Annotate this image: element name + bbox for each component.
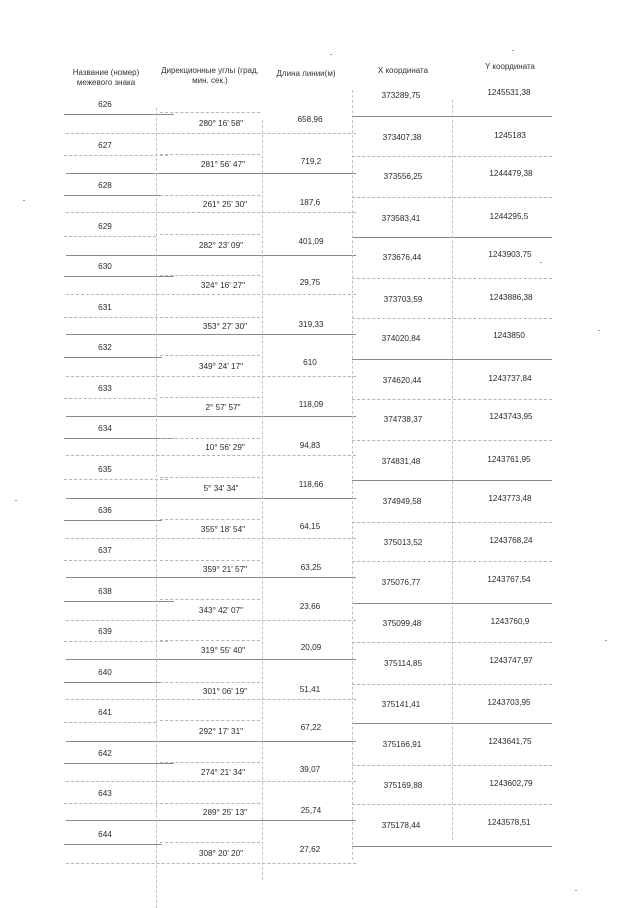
point-x-coordinate: 374831,48 bbox=[381, 456, 421, 466]
point-x-coordinate: 375076,77 bbox=[381, 577, 421, 587]
point-y-coordinate: 1243768,24 bbox=[489, 536, 533, 546]
point-x-coordinate: 373703,59 bbox=[383, 294, 423, 304]
header-length: Длина линии(м) bbox=[276, 69, 336, 78]
point-name: 633 bbox=[98, 383, 112, 393]
row-divider bbox=[66, 538, 356, 539]
point-name: 631 bbox=[98, 302, 112, 312]
scan-speck bbox=[575, 890, 577, 891]
row-divider bbox=[64, 601, 174, 602]
line-length: 610 bbox=[303, 358, 317, 368]
point-name: 644 bbox=[98, 829, 112, 839]
point-y-coordinate: 1243703,95 bbox=[487, 698, 531, 708]
point-x-coordinate: 374949,58 bbox=[382, 496, 422, 506]
scan-speck bbox=[512, 50, 514, 51]
row-divider bbox=[64, 763, 174, 764]
point-x-coordinate: 375166,91 bbox=[382, 739, 422, 749]
point-y-coordinate: 1243850 bbox=[493, 331, 525, 341]
point-x-coordinate: 375013,52 bbox=[383, 538, 423, 548]
line-length: 94,83 bbox=[299, 441, 321, 451]
column-separator bbox=[352, 90, 353, 860]
column-separator bbox=[156, 108, 157, 908]
column-separator bbox=[452, 100, 453, 840]
line-length: 29,75 bbox=[299, 278, 321, 288]
point-y-coordinate: 1243903,75 bbox=[488, 250, 532, 260]
point-x-coordinate: 373583,41 bbox=[381, 213, 421, 223]
row-divider bbox=[160, 317, 260, 318]
row-divider bbox=[64, 560, 156, 561]
row-divider bbox=[64, 438, 174, 439]
row-divider bbox=[160, 112, 260, 113]
column-separator bbox=[262, 120, 263, 880]
row-divider bbox=[66, 416, 356, 417]
row-divider bbox=[160, 682, 260, 683]
point-x-coordinate: 375099,48 bbox=[382, 619, 422, 629]
row-divider bbox=[64, 357, 162, 358]
direction-angle: 359° 21' 57" bbox=[202, 565, 248, 575]
row-divider bbox=[66, 334, 356, 335]
direction-angle: 280° 16' 58" bbox=[198, 119, 244, 128]
line-length: 118,09 bbox=[298, 399, 324, 409]
row-divider bbox=[160, 195, 260, 196]
row-divider bbox=[64, 236, 156, 237]
row-divider bbox=[64, 682, 162, 683]
direction-angle: 289° 25' 13" bbox=[202, 808, 248, 818]
row-divider bbox=[160, 803, 260, 804]
scan-speck bbox=[15, 500, 17, 501]
row-divider bbox=[66, 133, 356, 134]
line-length: 64,15 bbox=[299, 521, 321, 531]
line-length: 20,09 bbox=[300, 643, 322, 653]
row-divider bbox=[66, 173, 356, 174]
row-divider bbox=[64, 803, 168, 804]
direction-angle: 261° 25' 30" bbox=[202, 200, 248, 210]
row-divider bbox=[66, 498, 356, 499]
row-divider bbox=[66, 659, 356, 660]
header-x: X координата bbox=[377, 66, 429, 75]
point-x-coordinate: 375178,44 bbox=[381, 820, 421, 830]
row-divider bbox=[64, 641, 168, 642]
point-x-coordinate: 374620,44 bbox=[382, 375, 422, 385]
line-length: 401,09 bbox=[298, 236, 324, 246]
row-divider bbox=[64, 398, 156, 399]
direction-angle: 281° 56' 47" bbox=[200, 159, 246, 169]
point-name: 628 bbox=[98, 181, 112, 191]
point-x-coordinate: 375114,85 bbox=[383, 658, 423, 668]
row-divider bbox=[64, 844, 162, 845]
line-length: 25,74 bbox=[300, 806, 322, 816]
direction-angle: 319° 55' 40" bbox=[200, 646, 246, 656]
point-name: 642 bbox=[98, 748, 112, 758]
point-y-coordinate: 1243578,51 bbox=[487, 817, 531, 827]
point-name: 643 bbox=[98, 789, 112, 799]
row-divider bbox=[66, 255, 356, 256]
line-length: 187,6 bbox=[299, 198, 321, 208]
point-name: 632 bbox=[98, 343, 112, 353]
scan-speck bbox=[540, 262, 542, 263]
line-length: 319,33 bbox=[298, 319, 324, 329]
row-divider bbox=[64, 155, 168, 156]
row-divider bbox=[66, 741, 356, 742]
point-y-coordinate: 1243747,97 bbox=[489, 655, 533, 665]
point-name: 638 bbox=[98, 586, 112, 596]
row-divider bbox=[66, 863, 356, 864]
point-y-coordinate: 1244479,38 bbox=[489, 169, 533, 179]
point-name: 637 bbox=[98, 546, 112, 556]
line-length: 719,2 bbox=[300, 156, 322, 166]
row-divider bbox=[160, 438, 260, 439]
point-name: 634 bbox=[98, 424, 112, 434]
row-divider bbox=[66, 455, 356, 456]
row-divider bbox=[64, 479, 168, 480]
direction-angle: 324° 16' 27" bbox=[200, 281, 246, 291]
direction-angle: 308° 20' 20" bbox=[198, 848, 244, 858]
direction-angle: 355° 18' 54" bbox=[200, 524, 246, 534]
direction-angle: 5° 34' 34" bbox=[203, 483, 239, 493]
row-divider bbox=[66, 820, 356, 821]
point-name: 626 bbox=[98, 100, 112, 109]
row-divider bbox=[64, 722, 156, 723]
line-length: 27,62 bbox=[299, 844, 321, 854]
direction-angle: 343° 42' 07" bbox=[198, 605, 244, 615]
row-divider bbox=[64, 195, 162, 196]
row-divider bbox=[160, 234, 260, 235]
scan-speck bbox=[605, 640, 607, 641]
row-divider bbox=[160, 477, 260, 478]
direction-angle: 353° 27' 30" bbox=[202, 321, 248, 331]
scan-speck bbox=[598, 330, 600, 331]
point-x-coordinate: 374020,84 bbox=[381, 334, 421, 344]
point-y-coordinate: 1243641,75 bbox=[488, 736, 532, 746]
direction-angle: 10° 56' 29" bbox=[205, 443, 245, 453]
direction-angle: 274° 21' 34" bbox=[200, 767, 246, 777]
point-x-coordinate: 375169,88 bbox=[383, 781, 423, 791]
row-divider bbox=[66, 294, 356, 295]
row-divider bbox=[160, 720, 260, 721]
scan-speck bbox=[23, 200, 25, 201]
line-length: 63,25 bbox=[300, 563, 322, 573]
line-length: 67,22 bbox=[300, 723, 322, 733]
point-name: 639 bbox=[98, 627, 112, 637]
point-x-coordinate: 373676,44 bbox=[382, 253, 422, 263]
row-divider bbox=[160, 355, 260, 356]
row-divider bbox=[160, 560, 260, 561]
point-y-coordinate: 1243743,95 bbox=[489, 412, 533, 422]
row-divider bbox=[160, 842, 260, 843]
row-divider bbox=[160, 519, 260, 520]
point-y-coordinate: 1243886,38 bbox=[489, 292, 533, 302]
point-name: 641 bbox=[98, 708, 112, 718]
direction-angle: 292° 17' 31" bbox=[198, 727, 244, 737]
point-y-coordinate: 1243761,95 bbox=[487, 454, 531, 464]
point-y-coordinate: 1243737,84 bbox=[488, 373, 532, 383]
row-divider bbox=[64, 317, 168, 318]
row-divider bbox=[66, 212, 356, 213]
row-divider bbox=[66, 577, 356, 578]
line-length: 51,41 bbox=[299, 684, 321, 694]
scan-speck bbox=[330, 54, 332, 55]
point-name: 629 bbox=[98, 221, 112, 231]
point-name: 636 bbox=[98, 505, 112, 515]
point-name: 627 bbox=[98, 140, 112, 150]
point-y-coordinate: 1245531,38 bbox=[487, 88, 531, 97]
row-divider bbox=[64, 520, 162, 521]
point-y-coordinate: 1245183 bbox=[494, 130, 526, 140]
line-length: 39,07 bbox=[299, 764, 321, 774]
row-divider bbox=[64, 276, 174, 277]
point-x-coordinate: 375141,41 bbox=[381, 700, 421, 710]
row-divider bbox=[160, 762, 260, 763]
line-length: 23,66 bbox=[299, 601, 321, 611]
row-divider bbox=[160, 599, 260, 600]
point-name: 640 bbox=[98, 667, 112, 677]
row-divider bbox=[160, 275, 260, 276]
row-divider bbox=[352, 846, 552, 847]
point-name: 630 bbox=[98, 262, 112, 272]
point-x-coordinate: 373556,25 bbox=[383, 172, 423, 182]
point-y-coordinate: 1244295,5 bbox=[489, 211, 529, 221]
line-length: 118,66 bbox=[298, 479, 324, 489]
direction-angle: 301° 06' 19" bbox=[202, 686, 248, 696]
point-y-coordinate: 1243767,54 bbox=[487, 574, 531, 584]
line-length: 658,96 bbox=[297, 115, 323, 124]
row-divider bbox=[160, 640, 260, 641]
row-divider bbox=[160, 397, 260, 398]
direction-angle: 2° 57' 57" bbox=[205, 402, 241, 412]
point-y-coordinate: 1243773,48 bbox=[488, 493, 532, 503]
header-angle: Дирекционные углы (град. мин. сек.) bbox=[161, 66, 259, 85]
point-x-coordinate: 373289,75 bbox=[381, 91, 421, 100]
point-y-coordinate: 1243760,9 bbox=[490, 617, 530, 627]
direction-angle: 349° 24' 17" bbox=[198, 362, 244, 372]
header-y: Y координата bbox=[484, 62, 536, 71]
row-divider bbox=[66, 781, 356, 782]
header-name: Название (номер) межевого знака bbox=[72, 68, 140, 87]
point-y-coordinate: 1243602,79 bbox=[489, 779, 533, 789]
row-divider bbox=[64, 114, 174, 115]
point-name: 635 bbox=[98, 464, 112, 474]
point-x-coordinate: 373407,38 bbox=[382, 132, 422, 142]
point-x-coordinate: 374738,37 bbox=[383, 415, 423, 425]
row-divider bbox=[66, 620, 356, 621]
row-divider bbox=[66, 699, 356, 700]
row-divider bbox=[66, 376, 356, 377]
row-divider bbox=[160, 154, 260, 155]
direction-angle: 282° 23' 09" bbox=[198, 240, 244, 250]
